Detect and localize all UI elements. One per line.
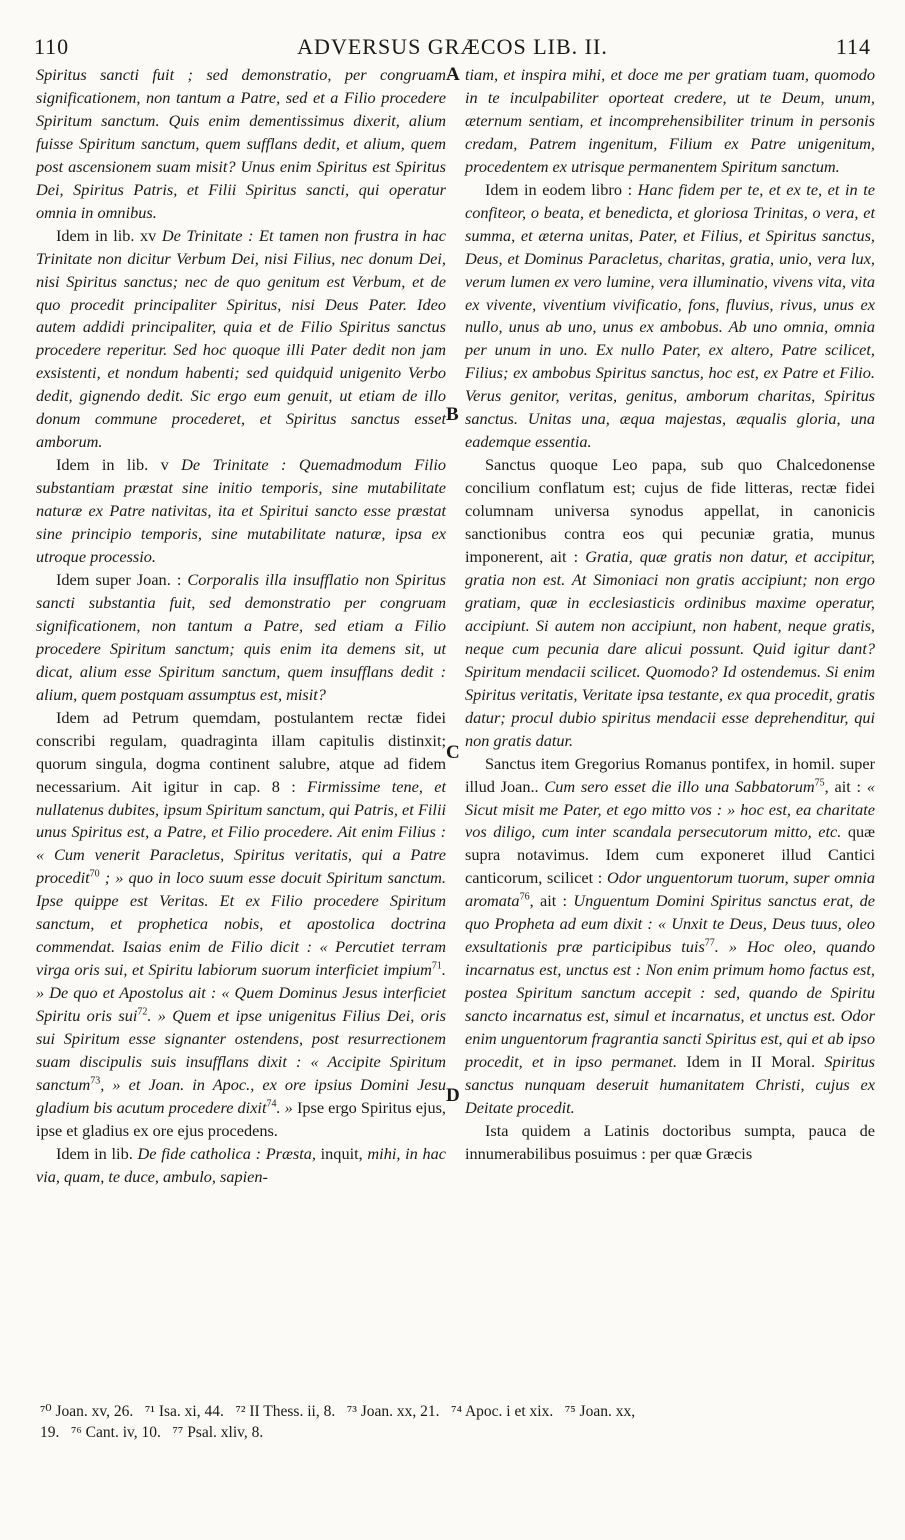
margin-letter-b: B — [446, 404, 459, 425]
paragraph — [465, 454, 875, 752]
italic-text: Unguentum Domini Spiritus sanctus erat, de quo Propheta ad eum dixit : « Unxit te Deus, Deus tuus, oleo exsultationis præ participibus tuis — [465, 891, 875, 957]
page-number-right: 114 — [835, 34, 871, 59]
roman-text: Idem in lib. — [56, 1143, 138, 1163]
right-column — [465, 64, 875, 1166]
roman-text: Sanctus item Gregorius Romanus pontifex, in homil. super illud Joan.. — [465, 753, 875, 796]
paragraph — [465, 1120, 875, 1166]
footnotes — [40, 1401, 871, 1443]
paragraph — [36, 64, 446, 225]
footnote-ref: 76 — [519, 891, 530, 903]
italic-text: tiam, et inspira mihi, et doce me per gratiam tuam, quomodo in te inculpabiliter oporteat credere, ut te Deum, unum, æternum sentiam, et incomprehensibiliter trinum in personis credam, Patrem ingenitum, Filium ex Patre unigenitum, procedentem ex utrisque permanentem Spiritum sanctum. — [465, 65, 875, 176]
italic-text: Spiritus sanctus nunquam deseruit humanitatem Christi, cujus ex Deitate procedit. — [465, 1051, 875, 1117]
footnote-ref: 74 — [266, 1098, 277, 1110]
roman-text: Ista quidem a Latinis doctoribus sumpta, pauca de innumerabilibus posuimus : per quæ Græcis — [465, 1120, 875, 1163]
paragraph — [36, 225, 446, 455]
running-header — [34, 34, 871, 62]
page-number-left: 110 — [34, 34, 70, 59]
roman-text: inquit, — [320, 1143, 368, 1163]
italic-text: Corporalis illa insufflatio non Spiritus sancti substantia fuit, sed demonstratio per congruam significationem, non tantum a Patre, sed etiam a Filio procedere Spiritum sanctum; quis enim ita demens sit, ut dicat, alium esse Spiritum sanctum, quem insufflans dedit : alium, quem postquam assumptus est, misit? — [36, 569, 446, 704]
italic-text: Hanc fidem per te, et ex te, et in te confiteor, o beata, et benedicta, et gloriosa Trinitas, o vera, et summa, et æterna unitas, Pater, et Filius, et Spiritus sanctus, Deus, et Dominus Paracletus, charitas, gratia, unio, vera lux, verum lumen ex vero lumine, vera illuminatio, vivens vita, vita ex vivente, viventium vivificatio, fons, fluvius, rivus, unus ex nullo, unus ab uno, unus ex ambobus. Ab uno omnia, omnia per unum in uno. Ex nullo Pater, ex altero, Patre scilicet, Filius; ex ambobus Spiritus sanctus, hoc est, ex Patre et Filio. Verus genitor, veritas, genitus, amborum charitas, Spiritus sanctus. Unitas una, æqua majestas, æqualis gloria, una eademque essentia. — [465, 179, 876, 452]
footnote-ref: 73 — [90, 1075, 101, 1087]
margin-letter-a: A — [446, 64, 460, 85]
italic-text: De fide catholica : Præsta, — [137, 1143, 321, 1163]
footnote-line: ⁷⁰ Joan. xv, 26. ⁷¹ Isa. xi, 44. ⁷² II Thess. ii, 8. ⁷³ Joan. xx, 21. ⁷⁴ Apoc. i et xix. ⁷⁵ Joan. xx, — [40, 1403, 636, 1420]
footnote-ref: 71 — [431, 960, 442, 972]
paragraph — [465, 753, 875, 1120]
roman-text: Idem in lib. v — [56, 455, 182, 475]
italic-text: Odor unguentorum tuorum, super omnia aromata — [465, 868, 875, 911]
italic-text: De Trinitate : Et tamen non frustra in hac Trinitate non dicitur Verbum Dei, nisi Filius, nec donum Dei, nisi Spiritus sanctus; nec de quo genitum est Verbum, et de quo procedit principaliter Spiritus, nisi Deus Pater. Ideo autem addidi principaliter, quia et de Filio Spiritus sanctus procedere reperitur. Sed hoc quoque illi Pater dedit non jam exsistenti, et nondum habenti; sed quidquid unigenito Verbo dedit, gignendo dedit. Sic ergo eum genuit, ut etiam de illo donum commune procederet, et Spiritus sanctus esset amborum. — [36, 225, 446, 452]
paragraph — [465, 179, 875, 454]
roman-text: Sanctus quoque Leo papa, sub quo Chalcedonense concilium conflatum est; cujus de fide litteras, rectæ fidei columnam universa synodus appellat, in canonicis sanctionibus contra eos qui pecuniæ gratia, munus imponerent, ait : — [465, 455, 875, 567]
roman-text: Idem in lib. xv — [56, 225, 162, 245]
italic-text: Cum sero esset die illo una Sabbatorum — [544, 776, 815, 796]
roman-text: , ait : — [824, 776, 867, 796]
italic-text: , » et Joan. in Apoc., ex ore ipsius Domini Jesu gladium bis acutum procedere dixit — [36, 1074, 446, 1117]
italic-text: « Sicut misit me Pater, et ego mitto vos : » hoc est, ea charitate vos diligo, cum inter scandala persecutorum mitto, etc. — [465, 776, 875, 842]
paragraph — [36, 454, 446, 569]
italic-text: Spiritus sancti fuit ; sed demonstratio, per congruam significationem, non tantum a Patre, sed et a Filio procedere Spiritum sanctum. Quis enim dementissimus dixerit, alium fuisse Spiritum sanctum, quem sufflans dedit, et alium, quem post ascensionem suam misit? Unus enim Spiritus est Spiritus Dei, Spiritus Patris, et Filii Spiritus sancti, qui operatur omnia in omnibus. — [36, 65, 446, 222]
italic-text: De Trinitate : Quemadmodum Filio substantiam præstat sine initio temporis, sine mutabilitate naturæ ex Patre nativitas, ita et Spiritui sancto esse præstat sine principio temporis, sine mutabilitate naturæ, ipsa ex utroque processio. — [36, 455, 446, 567]
italic-text: . » Hoc oleo, quando incarnatus est, unctus est : Non enim primum homo factus est, postea Spiritum sanctum accepit : sed, quando de Spiritu sancto incarnatus est, simul et incarnatus, et unctus est. Odor enim unguentorum fragrantia sancti Spiritus est, qui et ab ipso procedit, et in ipso permanet. — [465, 937, 875, 1071]
roman-text: , ait : — [529, 891, 574, 911]
roman-text: Idem ad Petrum quemdam, postulantem rectæ fidei conscribi regulam, quadraginta illam capitulis distinxit; quorum singula, dogma continent salubre, atque ad fidem necessarium. Ait igitur in cap. 8 : — [36, 707, 446, 796]
italic-text: . » Quem et ipse unigenitus Filius Dei, oris sui Spiritum esse signanter ostendens, post resurrectionem suam discipulis suis insufflans dixit : « Accipite Spiritum sanctum — [36, 1006, 446, 1094]
italic-text: Firmissime tene, et nullatenus dubites, ipsum Spiritum sanctum, qui Patris, et Filii unus Spiritus est, a Patre, et Filio procedere. Ait enim Filius : « Cum venerit Paracletus, Spiritus veritatis, qui a Patre procedit — [36, 776, 447, 888]
roman-text: Idem in II Moral. — [686, 1051, 825, 1071]
footnote-line: 19. ⁷⁶ Cant. iv, 10. ⁷⁷ Psal. xliv, 8. — [40, 1424, 264, 1441]
footnote-ref: 75 — [814, 777, 825, 789]
roman-text: Ipse ergo Spiritus ejus, ipse et gladius ex ore ejus procedens. — [36, 1097, 446, 1140]
italic-text: Gratia, quæ gratis non datur, et accipitur, gratia non est. At Simoniaci non gratis accipiunt; non ergo gratiam, quæ in ecclesiasticis ordinibus maxime operatur, accipiunt. Si autem non accipiunt, non habent, neque gratis, neque cum pecunia dare alicui possunt. Quid igitur dant? Spiritum mendacii scilicet. Quomodo? Id ostendemus. Si enim Spiritus veritatis, Veritate ipsa testante, ex qua procedit, gratis datur; procul dubio spiritus mendacii esse deprehenditur, qui non gratis datur. — [465, 547, 875, 750]
paragraph — [465, 64, 875, 179]
margin-letter-c: C — [446, 742, 460, 763]
running-title: ADVERSUS GRÆCOS LIB. II. — [297, 34, 608, 59]
footnote-ref: 72 — [137, 1006, 148, 1018]
italic-text: . » — [276, 1097, 297, 1117]
footnote-ref: 77 — [704, 937, 715, 949]
left-column — [36, 64, 446, 1189]
footnote-ref: 70 — [89, 868, 100, 880]
italic-text: . » De quo et Apostolus ait : « Quem Dominus Jesus interficiet Spiritu oris sui — [36, 960, 446, 1026]
roman-text: Idem super Joan. : — [56, 569, 188, 589]
paragraph — [36, 1143, 446, 1189]
italic-text: mihi, in hac via, quam, te duce, ambulo, sapien- — [36, 1143, 447, 1186]
italic-text: ; » quo in loco suum esse docuit Spiritum sanctum. Ipse quippe est Veritas. Et ex Filio procedere Spiritum sanctum, et prophetica nobis, et apostolica doctrina commendat. Isaias enim de Filio dicit : « Percutiet terram virga oris sui, et Spiritu labiorum suorum interficiet impium — [36, 868, 446, 980]
paragraph — [36, 569, 446, 707]
roman-text: quæ supra notavimus. Idem cum exponeret illud Cantici canticorum, scilicet : — [465, 822, 875, 888]
margin-letter-d: D — [446, 1085, 460, 1106]
paragraph — [36, 707, 446, 1143]
roman-text: Idem in eodem libro : — [485, 179, 638, 199]
